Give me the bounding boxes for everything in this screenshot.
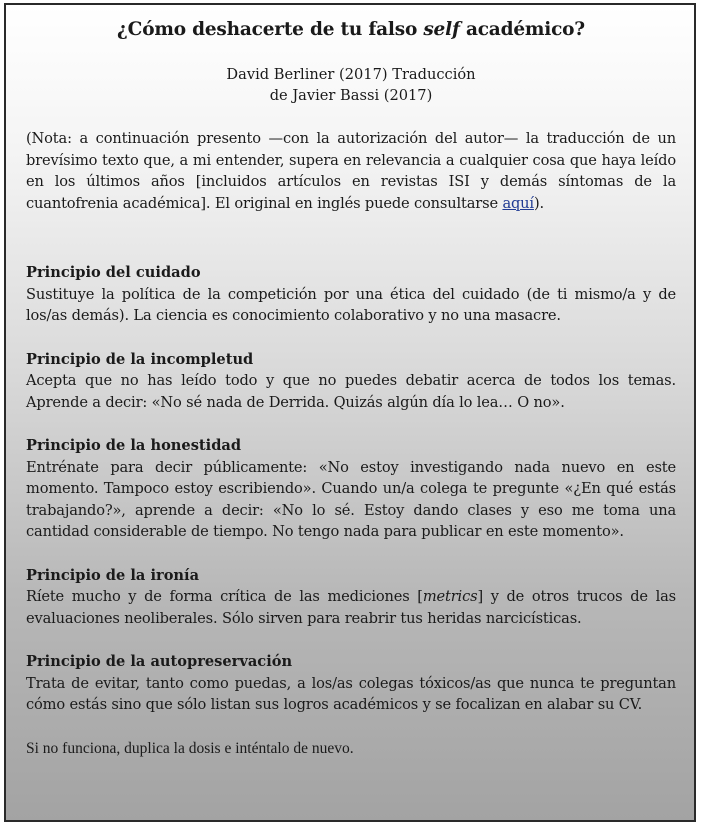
principle-irony: [26, 565, 676, 630]
principle-body-end: ] y de otros trucos de las evaluaciones neoliberales. Sólo sirven para reabrir tus heridas narcicísticas.: [26, 588, 676, 627]
principle-care: [26, 262, 676, 327]
principle-heading: Principio del cuidado: [26, 264, 201, 281]
title-text-start: ¿Cómo deshacerte de tu falso: [117, 19, 424, 40]
byline-author: David Berliner (2017) Traducción: [226, 66, 476, 83]
principle-body: Acepta que no has leído todo y que no puedes debatir acerca de todos los temas. Aprende a decir: «No sé nada de Derrida. Quizás algún día lo lea… O no».: [26, 372, 676, 411]
original-link[interactable]: aquí: [502, 194, 534, 212]
principle-body: Entrénate para decir públicamente: «No estoy investigando nada nuevo en este momento. Tampoco estoy escribiendo». Cuando un/a colega te pregunte «¿En qué estás trabajando?», aprende a decir: «No lo sé. Estoy dando clases y eso me toma una cantidad considerable de tiempo. No tengo nada para publicar en este momento».: [26, 458, 676, 540]
document-title: [26, 19, 676, 40]
principle-heading: Principio de la autopreservación: [26, 653, 293, 670]
principle-heading: Principio de la incompletud: [26, 350, 254, 368]
byline: [26, 64, 676, 106]
title-text-end: académico?: [459, 19, 585, 40]
byline-translator: de Javier Bassi (2017): [269, 87, 433, 104]
principle-body-italic: metrics: [422, 588, 478, 605]
principle-body: Trata de evitar, tanto como puedas, a los/as colegas tóxicos/as que nunca te preguntan cómo estás sino que sólo listan sus logros académicos y se focalizan en alabar su CV.: [26, 674, 676, 713]
principle-body: Sustituye la política de la competición por una ética del cuidado (de ti mismo/a y de los/as demás). La ciencia es conocimiento colaborativo y no una masacre.: [26, 285, 676, 324]
closing-line: Si no funciona, duplica la dosis e inténtalo de nuevo.: [26, 739, 354, 757]
principle-body-start: Ríete mucho y de forma crítica de las mediciones [: [26, 588, 423, 605]
principle-heading: Principio de la ironía: [26, 566, 200, 584]
translator-note: [26, 128, 676, 214]
principle-heading: Principio de la honestidad: [26, 437, 242, 454]
principle-incompleteness: [26, 349, 676, 414]
note-text: (Nota: a continuación presento —con la autorización del autor— la traducción de un brevísimo texto que, a mi entender, supera en relevancia a cualquier cosa que haya leído en los últimos años [incluidos artículos en revistas ISI y demás síntomas de la cuantofrenia académica]. El original en inglés puede consultarse: [26, 130, 676, 212]
principle-body: [26, 586, 676, 629]
principles-list: [26, 262, 676, 716]
document-panel: [4, 3, 696, 822]
note-end: ).: [533, 194, 544, 212]
principle-honesty: [26, 435, 676, 543]
principle-self-preservation: [26, 651, 676, 716]
title-italic-word: self: [423, 19, 460, 40]
